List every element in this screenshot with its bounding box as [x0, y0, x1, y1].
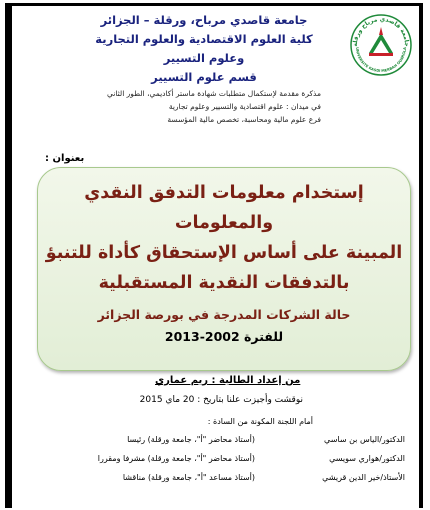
committee-label: أمام اللجنة المكونة من السادة :: [207, 417, 313, 426]
thesis-note: [51, 87, 321, 126]
title-line-2: المبينة على أساس الإستحقاق كأداة للتنبؤ: [45, 243, 403, 263]
member-role: (أستاذ محاضر "أ"، جامعة ورقلة) رئيسا: [127, 435, 255, 444]
page-border-right: [419, 3, 423, 508]
list-item: [45, 454, 405, 473]
title-line-1: إستخدام معلومات التدفق النقدي والمعلومات: [84, 183, 364, 233]
note-line-2: في ميدان : علوم اقتصادية والتسيير وعلوم تجارية: [168, 102, 321, 111]
member-name: الدكتور/هواري سويسي: [329, 454, 405, 463]
title-line-3: بالتدفقات النقدية المستقبلية: [98, 273, 350, 293]
page-border-top: [5, 3, 423, 6]
member-role: (أستاذ مساعد "أ"، جامعة ورقلة) مناقشا: [122, 473, 255, 482]
member-name: الأستاذ/خير الدين قريشي: [322, 473, 405, 482]
list-item: [45, 473, 405, 492]
discussion-date: نوقشت وأجيزت علنا بتاريخ : 20 ماي 2015: [139, 395, 303, 405]
university-header: [89, 11, 319, 87]
page-border-left: [5, 3, 12, 508]
logo-arabic-text: جامعة قاصدي مرباح ورقلة: [351, 15, 411, 47]
university-logo-icon: [349, 13, 413, 77]
member-role: (أستاذ محاضر "أ"، جامعة ورقلة) مشرفا ومقررا: [97, 454, 255, 463]
department-name: قسم علوم التسيير: [151, 70, 257, 84]
member-name: الدكتور/الياس بن ساسي: [324, 435, 405, 444]
document-page: [5, 3, 423, 508]
prepared-by: من إعداد الطالبة : ريم عماري: [155, 375, 301, 386]
committee-members: [45, 435, 405, 492]
faculty-name: كلية العلوم الاقتصادية والعلوم التجارية وعلوم التسيير: [95, 32, 313, 65]
note-line-1: مذكرة مقدمة لإستكمال متطلبات شهادة ماستر أكاديمي، الطور الثاني: [107, 89, 321, 98]
logo-latin-text: UNIVERSITE KASDI MERBAH OUARGLA: [354, 47, 408, 74]
university-name: جامعة قاصدي مرباح، ورقلة – الجزائر: [100, 13, 308, 27]
note-line-3: فرع علوم مالية ومحاسبة، تخصص مالية المؤسسة: [167, 115, 321, 124]
title-box: [37, 167, 411, 371]
title-label: بعنوان :: [45, 153, 85, 164]
list-item: [45, 435, 405, 454]
period-line: للفترة 2002-2013: [164, 329, 284, 344]
case-study-line: حالة الشركات المدرجة في بورصة الجزائر: [97, 307, 351, 322]
